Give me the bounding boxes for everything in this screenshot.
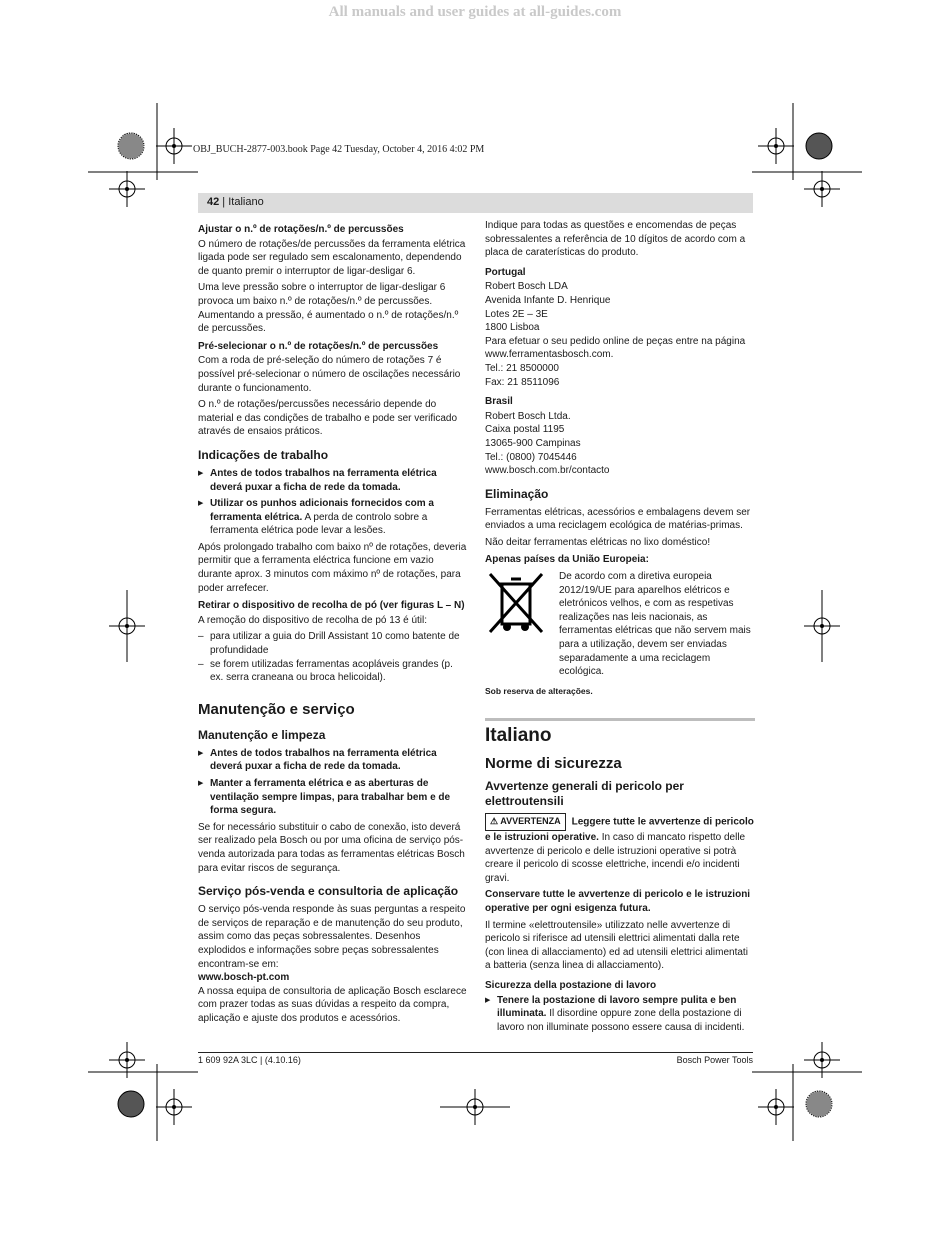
bullet-item: ▶ Tenere la postazione di lavoro sempre pulita e ben illuminata. Il disordine oppure zone della postazione di lavoro non illuminate possono essere causa di incidenti. [485,994,755,1035]
paragraph: Ferramentas elétricas, acessórios e embalagens devem ser enviados a uma reciclagem ecológica de matérias-primas. [485,506,751,532]
paragraph: Não deitar ferramentas elétricas no lixo doméstico! [485,536,711,548]
weee-text: De acordo com a diretiva europeia 2012/19/UE para aparelhos elétricos e eletrónicos velhos, e com as respetivas realizações nas leis nacionais, as ferramentas elétricas que não servem mais para a utilização, devem ser enviadas separadamente a uma reciclagem ecológica. [559,571,751,678]
watermark: All manuals and user guides at all-guides.com [328,4,622,20]
bullet-item: ▶ Antes de todos trabalhos na ferramenta elétrica deverá puxar a ficha de rede da tomada. [198,467,468,494]
language-title: Italiano [485,725,552,747]
warning-paragraph: ⚠ AVVERTENZA Leggere tutte le avvertenze di pericolo e le istruzioni operative. In caso di mancato rispetto delle avvertenze di pericolo e delle istruzioni operative si potrà creare il pericolo di scosse elettriche, incendi e/o incidenti gravi. [485,813,755,885]
paragraph: Il termine «elettroutensile» utilizzato nelle avvertenze di pericolo si riferisce ad utensili elettrici alimentati dalla rete (con linea di allacciamento) ed ad utensili elettrici alimentati a batteria (senza linea di allacciamento). [485,919,748,972]
dash-item: – se forem utilizadas ferramentas acopláveis grandes (p. ex. serra craneana ou broca helicoidal). [198,658,468,685]
section-heading: Apenas países da União Europeia: [485,554,649,566]
section-heading: Eliminação [485,486,549,501]
chapter-heading: Manutenção e serviço [198,700,355,718]
footer-rule [198,1052,753,1053]
section-heading: Ajustar o n.º de rotações/n.º de percussões [198,224,404,235]
paragraph: Com a roda de pré-seleção do número de rotações 7 é possível pré-selecionar o número de oscilações necessário durante o funcionamento. [198,355,461,394]
book-info-line: OBJ_BUCH-2877-003.book Page 42 Tuesday, October 4, 2016 4:02 PM [193,144,485,155]
bullet-item: ▶ Manter a ferramenta elétrica e as aberturas de ventilação sempre limpas, para trabalhar bem e de forma segura. [198,777,468,818]
page-header: 42 | Italiano [198,193,753,213]
footer-code: 1 609 92A 3LC | (4.10.16) [198,1055,301,1065]
divider [485,718,755,721]
footer-brand: Bosch Power Tools [676,1055,753,1065]
paragraph: O número de rotações/de percussões da ferramenta elétrica ligada pode ser regulado sem escalonamento, dependendo de quanto premir o interruptor de ligar-desligar 6. [198,238,466,277]
reserve-note: Sob reserva de alterações. [485,685,593,696]
right-column [485,219,755,1037]
bullet-item: ▶ Utilizar os punhos adicionais fornecidos com a ferramenta elétrica. A perda de controlo sobre a ferramenta elétrica pode levar a lesões. [198,497,468,538]
left-column [198,219,468,1029]
section-heading: Retirar o dispositivo de recolha de pó (ver figuras L – N) [198,600,465,612]
dash-item: – para utilizar a guia do Drill Assistant 10 como batente de profundidade [198,630,468,657]
paragraph: A nossa equipa de consultoria de aplicação Bosch esclarece com prazer todas as suas dúvidas a respeito da compra, aplicação e ajuste dos produtos e acessórios. [198,985,467,1024]
paragraph: Conservare tutte le avvertenze di pericolo e le istruzioni operative per ogni esigenza futura. [485,889,751,914]
paragraph: Uma leve pressão sobre o interruptor de ligar-desligar 6 provoca um baixo n.º de rotações/n.º de percussões. Aumentando a pressão, é aumentado o n.º de rotações/n.º de percussões. [198,282,459,335]
section-heading: Manutenção e limpeza [198,727,326,742]
page-number: 42 [207,196,220,208]
address-brasil: Robert Bosch Ltda. Caixa postal 1195 13065-900 Campinas Tel.: (0800) 7045446 www.bosch.com.br/contacto [485,410,610,477]
paragraph: A remoção do dispositivo de recolha de pó 13 é útil: [198,614,428,626]
paragraph: O serviço pós-venda responde às suas perguntas a respeito de serviços de reparação e de manutenção do seu produto, assim como das peças sobressalentes. Desenhos explodidos e informações sobre peças sobressalentes encontram-se em: [198,904,466,970]
bullet-item: ▶ Antes de todos trabalhos na ferramenta elétrica deverá puxar a ficha de rede da tomada. [198,747,468,774]
section-heading: Indicações de trabalho [198,447,329,462]
paragraph: O n.º de rotações/percussões necessário depende do material e das condições de trabalho e pode ser verificado através de ensaios práticos. [198,399,458,438]
paragraph: Indique para todas as questões e encomendas de peças sobressalentes a referência de 10 dígitos de acordo com a placa de caraterísticas do produto. [485,220,746,259]
website-link[interactable]: www.bosch-pt.com [198,972,290,984]
section-heading: Sicurezza della postazione di lavoro [485,979,657,991]
starburst-icon [118,133,144,159]
section-heading: Avvertenze generali di pericolo per elettroutensili [485,779,684,809]
country-heading: Brasil [485,396,513,408]
header-section: Italiano [228,196,264,208]
section-heading: Serviço pós-venda e consultoria de aplicação [198,884,459,899]
warning-label: ⚠ AVVERTENZA [485,813,566,831]
section-heading: Pré-selecionar o n.º de rotações/n.º de percussões [198,340,439,352]
chapter-heading: Norme di sicurezza [485,755,622,773]
weee-bin-icon [485,570,547,636]
paragraph: Após prolongado trabalho com baixo nº de rotações, deveria permitir que a ferramenta eléctrica funcione em vazio durante aprox. 3 minutos com máximo nº de rotações, para poder arrefecer. [198,541,467,594]
address-portugal: Robert Bosch LDA Avenida Infante D. Henrique Lotes 2E – 3E 1800 Lisboa Para efetuar o seu pedido online de peças entre na página www.ferramentasbosch.com. Tel.: 21 8500000 Fax: 21 8511096 [485,281,746,388]
paragraph: Se for necessário substituir o cabo de conexão, isto deverá ser realizado pela Bosch ou por uma oficina de serviço pós-venda autorizada para todas as ferramentas elétricas Bosch para evitar riscos de segurança. [198,821,465,874]
country-heading: Portugal [485,266,526,278]
